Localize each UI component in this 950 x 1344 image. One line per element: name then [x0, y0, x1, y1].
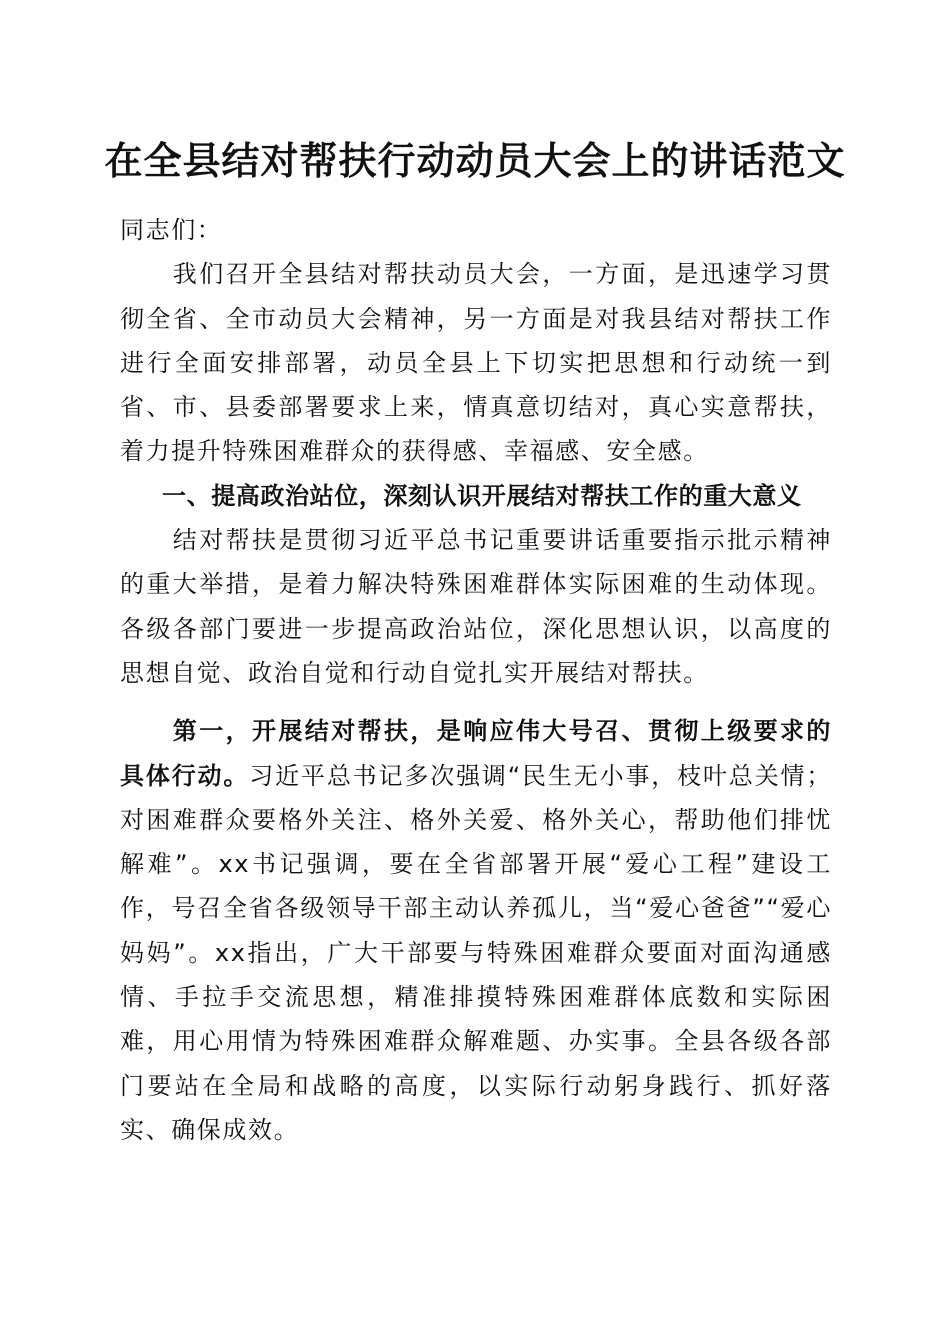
- document-body: [120, 208, 832, 1152]
- point-1-lead: 第一，开展结对帮扶，是响应伟大号召、贯彻上级要求的具体行动。: [120, 717, 832, 790]
- section-heading-1: 一、提高政治站位，深刻认识开展结对帮扶工作的重大意义: [162, 481, 802, 510]
- point-1-paragraph: [120, 709, 832, 1152]
- point-1-body: 习近平总书记多次强调“民生无小事，枝叶总关情；对困难群众要格外关注、格外关爱、格外关心，帮助他们排忧解难”。xx书记强调，要在全省部署开展“爱心工程”建设工作，号召全省各级领导干部主动认养孤儿，当“爱心爸爸”“爱心妈妈”。xx指出，广大干部要与特殊困难群众要面对面沟通感情、手拉手交流思想，精准排摸特殊困难群体底数和实际困难，用心用情为特殊困难群众解难题、办实事。全县各级各部门要站在全局和战略的高度，以实际行动躬身践行、抓好落实、确保成效。: [120, 761, 833, 1144]
- intro-paragraph: 我们召开全县结对帮扶动员大会，一方面，是迅速学习贯彻全省、全市动员大会精神，另一方面是对我县结对帮扶工作进行全面安排部署，动员全县上下切实把思想和行动统一到省、市、县委部署要求上来，情真意切结对，真心实意帮扶，着力提升特殊困难群众的获得感、幸福感、安全感。: [120, 260, 832, 466]
- section-1-paragraph: 结对帮扶是贯彻习近平总书记重要讲话重要指示批示精神的重大举措，是着力解决特殊困难群体实际困难的生动体现。各级各部门要进一步提高政治站位，深化思想认识，以高度的思想自觉、政治自觉和行动自觉扎实开展结对帮扶。: [120, 526, 832, 687]
- salutation: 同志们：: [120, 216, 223, 244]
- document-title: 在全县结对帮扶行动动员大会上的讲话范文: [104, 138, 846, 183]
